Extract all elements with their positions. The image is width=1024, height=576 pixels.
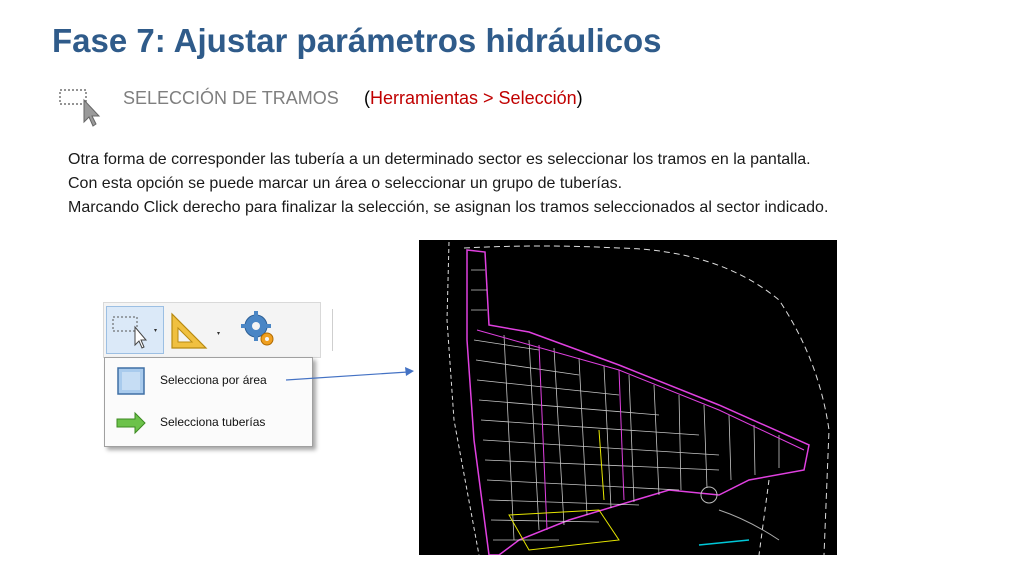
description-line: Otra forma de corresponder las tubería a un determinado sector es seleccionar los tramos en la pantalla. xyxy=(68,151,811,168)
selection-dropdown-menu xyxy=(104,357,313,447)
toolbar-separator xyxy=(332,309,333,351)
set-square-button[interactable] xyxy=(166,306,228,354)
menu-item-select-area[interactable] xyxy=(105,361,312,401)
settings-button[interactable] xyxy=(236,306,286,354)
gear-settings-icon xyxy=(236,306,286,352)
selection-toolbar xyxy=(103,302,321,358)
selection-cursor-icon xyxy=(58,86,102,130)
section-label: SELECCIÓN DE TRAMOS xyxy=(123,88,339,108)
menu-item-select-pipes[interactable] xyxy=(105,403,312,443)
set-square-icon xyxy=(166,306,228,352)
green-arrow-icon xyxy=(115,408,147,438)
description-line: Con esta opción se puede marcar un área o seleccionar un grupo de tuberías. xyxy=(68,175,623,192)
description-line: Marcando Click derecho para finalizar la selección, se asignan los tramos seleccionados al sector indicado. xyxy=(68,199,829,216)
pipe-network-view[interactable] xyxy=(419,240,837,555)
select-area-icon xyxy=(107,307,163,353)
chevron-down-icon xyxy=(154,329,157,332)
menu-item-label: Selecciona tuberías xyxy=(160,415,266,429)
menu-path-text: Herramientas > Selección xyxy=(370,88,577,108)
description-paragraph xyxy=(68,148,968,220)
select-area-button[interactable] xyxy=(106,306,164,354)
menu-item-label: Selecciona por área xyxy=(160,373,267,387)
menu-path: (Herramientas > Selección) xyxy=(364,88,583,108)
pipe-network-map-icon xyxy=(419,240,837,555)
slide-title: Fase 7: Ajustar parámetros hidráulicos xyxy=(52,22,662,59)
area-select-icon xyxy=(115,366,147,396)
